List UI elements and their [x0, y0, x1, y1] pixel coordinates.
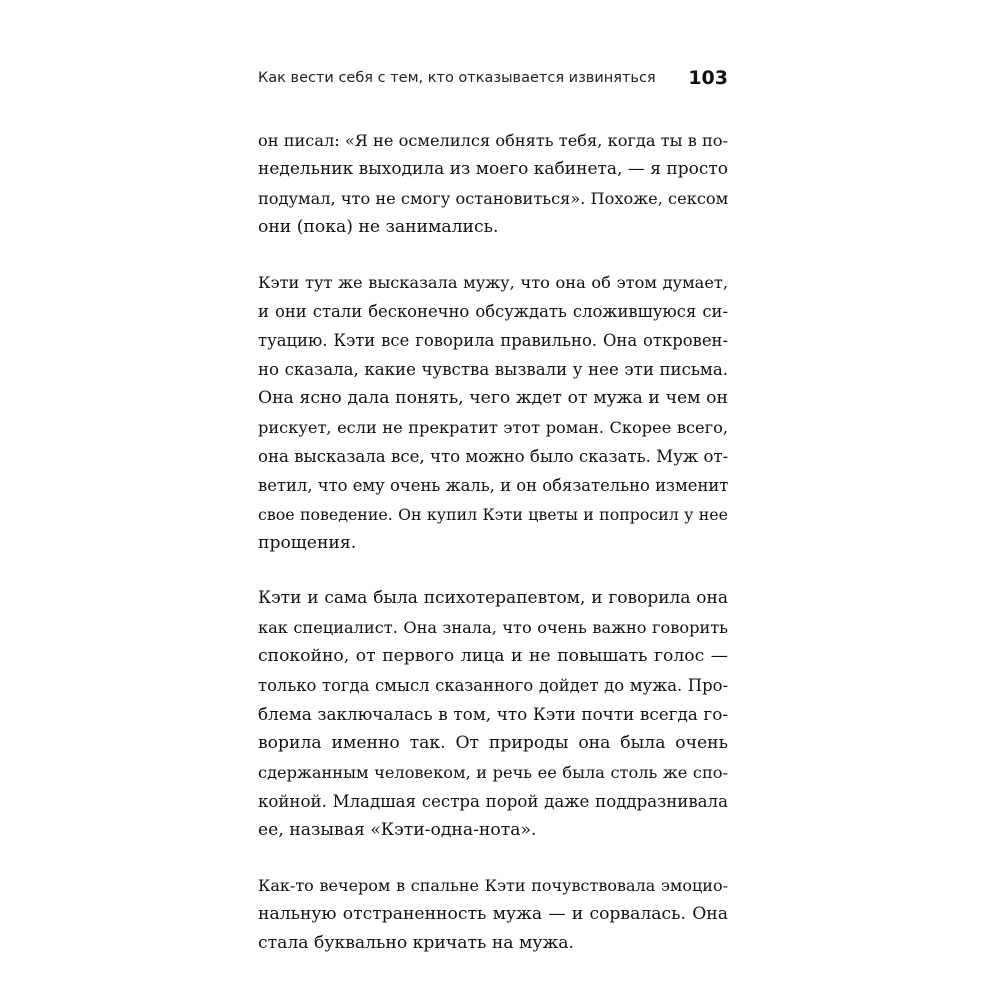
text-line: она высказала все, что можно было сказать. Муж от-	[258, 447, 729, 466]
text-line: блема заключалась в том, что Кэти почти всегда го-	[258, 704, 728, 724]
body-text	[258, 126, 728, 984]
text-line: и они стали бесконечно обсуждать сложившуюся си-	[258, 302, 728, 321]
running-title: Как вести себя с тем, кто отказывается извиняться	[258, 70, 656, 86]
paragraph-2	[258, 268, 728, 558]
text-line: сдержанным человеком, и речь ее была столь же спо-	[258, 763, 728, 782]
text-line: ворила именно так. От природы она была очень	[258, 733, 728, 753]
paragraph-4	[258, 871, 728, 958]
text-line: нальную отстраненность мужа — и сорвалась. Она	[258, 904, 728, 924]
text-line: Как-то вечером в спальне Кэти почувствовала эмоцио-	[258, 876, 728, 895]
paragraph-3	[258, 584, 728, 845]
text-line: но сказала, какие чувства вызвали у нее эти письма.	[258, 360, 728, 379]
text-line: они (пока) не занимались.	[258, 217, 499, 237]
text-line: рискует, если не прекратит этот роман. Скорее всего,	[258, 418, 728, 437]
text-line: туацию. Кэти все говорила правильно. Она откровен-	[258, 331, 728, 350]
text-line: прощения.	[258, 533, 357, 553]
text-line: свое поведение. Он купил Кэти цветы и попросил у нее	[258, 505, 728, 524]
text-line: только тогда смысл сказанного дойдет до мужа. Про-	[258, 676, 728, 695]
text-line: он писал: «Я не осмелился обнять тебя, когда ты в по-	[258, 131, 728, 150]
paragraph-1	[258, 126, 728, 242]
text-line: спокойно, от первого лица и не повышать голос —	[258, 646, 728, 666]
text-line: ее, называя «Кэти-одна-нота».	[258, 820, 537, 840]
text-line: койной. Младшая сестра порой даже поддразнивала	[258, 792, 728, 811]
text-line: Она ясно дала понять, чего ждет от мужа и чем он	[258, 388, 728, 408]
text-line: как специалист. Она знала, что очень важно говорить	[258, 618, 728, 637]
text-line: подумал, что не смогу остановиться». Похоже, сексом	[258, 189, 729, 208]
text-line: ветил, что ему очень жаль, и он обязательно изменит	[258, 476, 729, 495]
text-line: Кэти тут же высказала мужу, что она об этом думает,	[258, 273, 728, 292]
page-number: 103	[688, 67, 728, 89]
text-line: Кэти и сама была психотерапевтом, и говорила она	[258, 588, 728, 608]
text-line: стала буквально кричать на мужа.	[258, 933, 574, 953]
text-line: недельник выходила из моего кабинета, — я просто	[258, 159, 728, 179]
running-head	[258, 68, 728, 92]
